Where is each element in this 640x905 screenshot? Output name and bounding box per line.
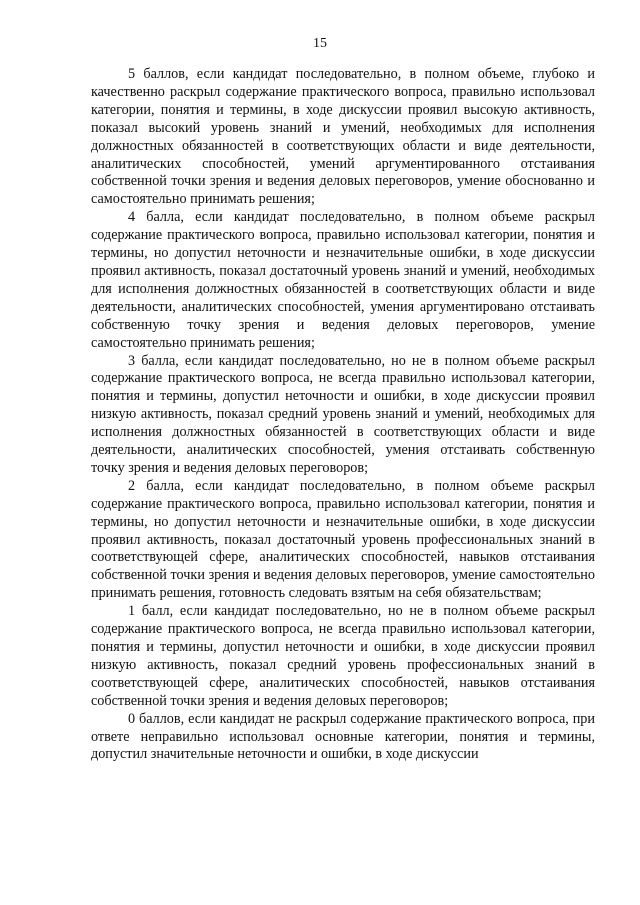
paragraph-4-points: 4 балла, если кандидат последовательно, в полном объеме раскрыл содержание практического вопроса, правильно использовал категории, понятия и термины, но допустил неточности и незначительные ошибки, в ходе дискуссии проявил активность, показал достаточный уровень знаний и умений, необходимых для исполнения должностных обязанностей в соответствующих области и виде деятельности, аналитических способностей, умения аргументировано отстаивать собственную точку зрения и ведения деловых переговоров, умение самостоятельно принимать решения;: [91, 209, 595, 351]
paragraph-0-points: 0 баллов, если кандидат не раскрыл содержание практического вопроса, при ответе неправильно использовал основные категории, понятия и термины, допустил значительные неточности и ошибки, в ходе дискуссии: [91, 710, 595, 763]
paragraph-1-point: 1 балл, если кандидат последовательно, но не в полном объеме раскрыл содержание практического вопроса, не всегда правильно использовал категории, понятия и термины, допустил неточности и ошибки, в ходе дискуссии проявил низкую активность, показал средний уровень профессиональных знаний в соответствующей сфере, аналитических способностей, навыков отстаивания собственной точки зрения и ведения деловых переговоров;: [91, 603, 595, 709]
document-body: [91, 66, 595, 764]
paragraph-2-points: 2 балла, если кандидат последовательно, в полном объеме раскрыл содержание практического вопроса, правильно использовал категории, понятия и термины, но допустил неточности и незначительные ошибки, в ходе дискуссии проявил активность, показал достаточный уровень профессиональных знаний в соответствующей сфере, аналитических способностей, навыков отстаивания собственной точки зрения и ведения деловых переговоров, умение самостоятельно принимать решения, готовность следовать взятым на себя обязательствам;: [91, 477, 595, 602]
paragraph-5-points: 5 баллов, если кандидат последовательно, в полном объеме, глубоко и качественно раскрыл содержание практического вопроса, правильно использовал категории, понятия и термины, в ходе дискуссии проявил высокую активность, показал высокий уровень знаний и умений, необходимых для исполнения должностных обязанностей в соответствующих области и виде деятельности, аналитических способностей, умений аргументированного отстаивания собственной точки зрения и ведения деловых переговоров, умение обоснованно и самостоятельно принимать решения;: [91, 66, 595, 208]
page-number: 15: [313, 36, 327, 51]
paragraph-3-points: 3 балла, если кандидат последовательно, но не в полном объеме раскрыл содержание практического вопроса, не всегда правильно использовал категории, понятия и термины, допустил неточности и ошибки, в ходе дискуссии проявил низкую активность, показал средний уровень знаний и умений, необходимых для исполнения должностных обязанностей в соответствующих области и виде деятельности, аналитических способностей, умения отстаивать собственную точку зрения и ведения деловых переговоров;: [91, 352, 595, 476]
